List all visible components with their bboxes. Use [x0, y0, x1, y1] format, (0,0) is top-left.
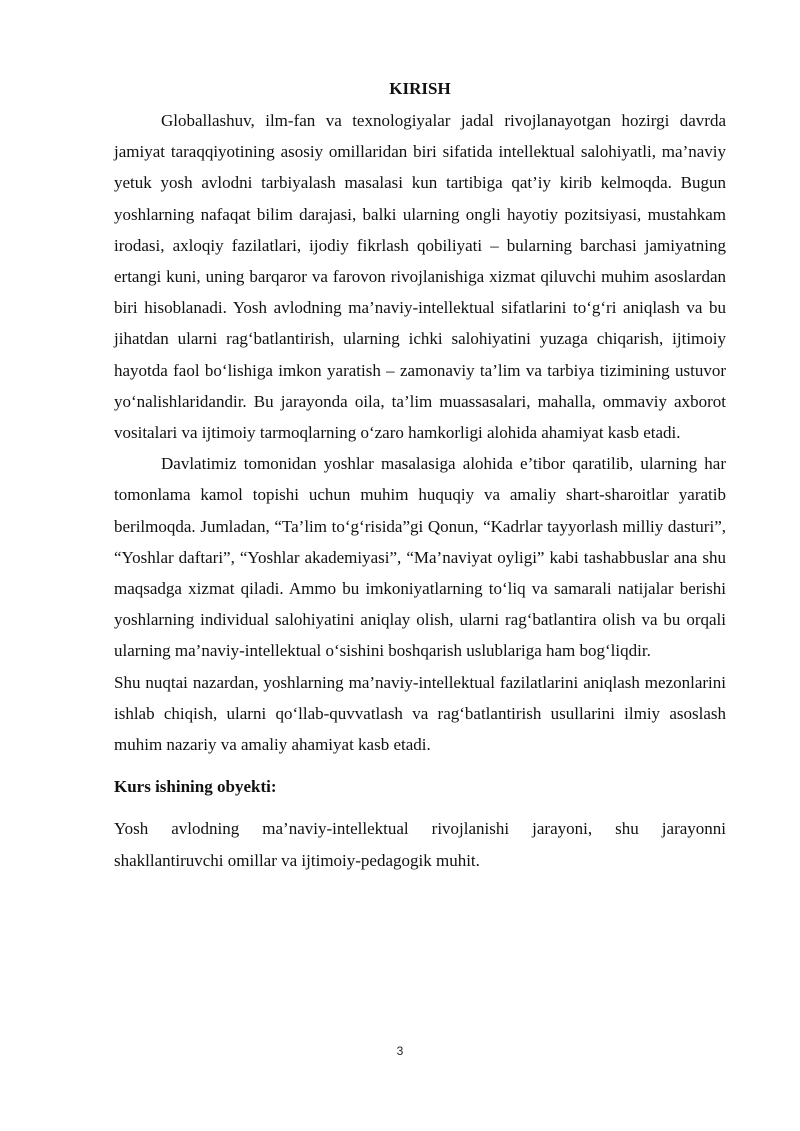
section-title-object: Kurs ishining obyekti: [114, 777, 277, 797]
intro-paragraph-2: Davlatimiz tomonidan yoshlar masalasiga alohida e’tibor qaratilib, ularning har tomonlama kamol topishi uchun muhim huquqiy va amaliy shart-sharoitlar yaratib berilmoqda. Jumladan, “Ta’lim to‘g‘risida”gi Qonun, “Kadrlar tayyorlash milliy dasturi”, “Yoshlar daftari”, “Yoshlar akademiyasi”, “Ma’naviyat oyligi” kabi tashabbuslar ana shu maqsadga xizmat qiladi. Ammo bu imkoniyatlarning to‘liq va samarali natijalar berishi yoshlarning individual salohiyatini aniqlay olish, ularni rag‘batlantira olish va bu orqali ularning ma’naviy-intellektual o‘sishini boshqarish uslublariga ham bog‘liqdir. [114, 454, 726, 661]
page-heading: KIRISH [389, 79, 451, 98]
document-page [114, 73, 726, 876]
section-text-object: Yosh avlodning ma’naviy-intellektual rivojlanishi jarayoni, shu jarayonni shakllantiruvchi omillar va ijtimoiy-pedagogik muhit. [114, 819, 726, 870]
intro-paragraph-1: Globallashuv, ilm-fan va texnologiyalar jadal rivojlanayotgan hozirgi davrda jamiyat taraqqiyotining asosiy omillaridan biri sifatida intellektual salohiyatli, ma’naviy yetuk yosh avlodni tarbiyalash masalasi kun tartibiga qat’iy kirib kelmoqda. Bugun yoshlarning nafaqat bilim darajasi, balki ularning ongli hayotiy pozitsiyasi, mustahkam irodasi, axloqiy fazilatlari, ijodiy fikrlash qobiliyati – bularning barchasi jamiyatning ertangi kuni, uning barqaror va farovon rivojlanishiga xizmat qiluvchi muhim asoslardan biri hisoblanadi. Yosh avlodning ma’naviy-intellektual sifatlarini to‘g‘ri aniqlash va bu jihatdan ularni rag‘batlantirish, ularning ichki salohiyatini yuzaga chiqarish, ijtimoiy hayotda faol bo‘lishiga imkon yaratish – zamonaviy ta’lim va tarbiya tizimining ustuvor yo‘nalishlaridandir. Bu jarayonda oila, ta’lim muassasalari, mahalla, ommaviy axborot vositalari va ijtimoiy tarmoqlarning o‘zaro hamkorligi alohida ahamiyat kasb etadi. [114, 111, 726, 443]
intro-paragraph-3: Shu nuqtai nazardan, yoshlarning ma’naviy-intellektual fazilatlarini aniqlash mezonlarini ishlab chiqish, ularni qo‘llab-quvvatlash va rag‘batlantirish usullarini ilmiy asoslash muhim nazariy va amaliy ahamiyat kasb etadi. [114, 672, 726, 755]
page-number: 3 [396, 1044, 404, 1058]
